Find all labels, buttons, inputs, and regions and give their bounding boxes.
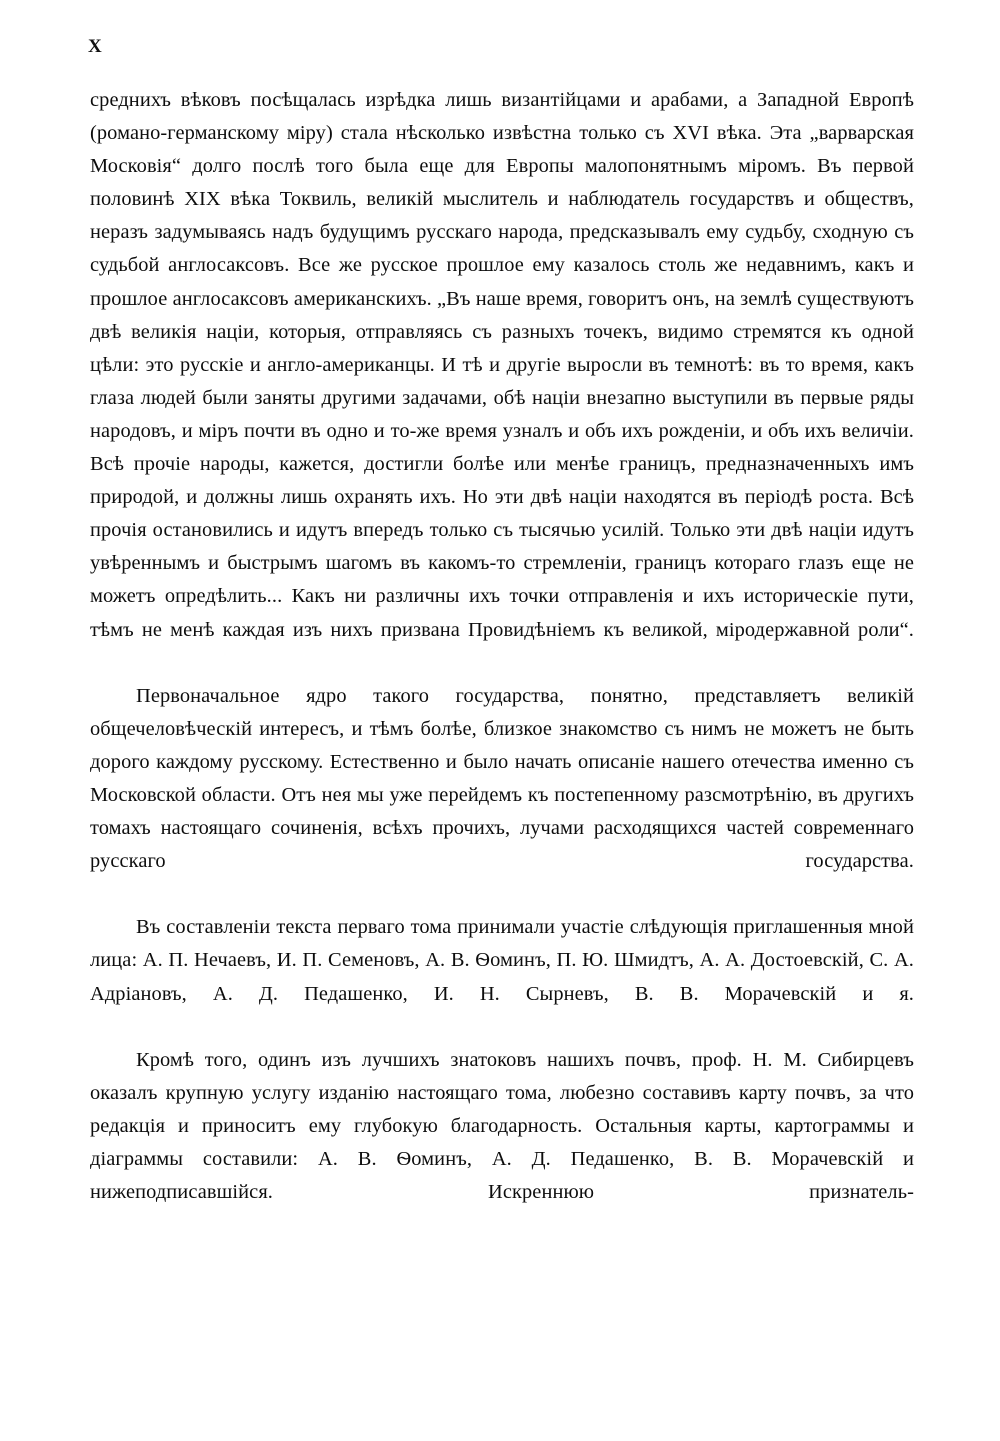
paragraph: Первоначальное ядро такого государства, понятно, представляетъ великій общечеловѣческій интересъ, и тѣмъ болѣе, близкое знакомство съ нимъ не можетъ не быть дорого каждому русскому. Естественно и было начать описаніе нашего отечества именно съ Московской области. Отъ нея мы уже перейдемъ къ постепенному разсмотрѣнію, въ другихъ томахъ настоящаго сочиненія, всѣхъ прочихъ, лучами расходящихся частей современнаго русскаго государства. (90, 684, 914, 873)
paragraph: Кромѣ того, одинъ изъ лучшихъ знатоковъ нашихъ почвъ, проф. Н. М. Сибирцевъ оказалъ крупную услугу изданію настоящаго тома, любезно составивъ карту почвъ, за что редакція и приноситъ ему глубокую благодарность. Остальныя карты, картограммы и діаграммы составили: А. В. Ѳоминъ, А. Д. Педашенко, В. В. Морачевскій и нижеподписавшійся. Искреннюю признатель- (90, 1048, 914, 1204)
paragraph: Въ составленіи текста перваго тома принимали участіе слѣдующія приглашенныя мной лица: А. П. Нечаевъ, И. П. Семеновъ, А. В. Ѳоминъ, П. Ю. Шмидтъ, А. А. Достоевскій, С. А. Адріановъ, А. Д. Педашенко, И. Н. Сырневъ, В. В. Морачевскій и я. (90, 916, 914, 1005)
paragraph: среднихъ вѣковъ посѣщалась изрѣдка лишь византійцами и арабами, а Западной Европѣ (романо-германскому міру) стала нѣсколько извѣстна только съ XVI вѣка. Эта „варварская Московія“ долго послѣ того была еще для Европы малопонятнымъ міромъ. Въ первой половинѣ XIX вѣка Токвиль, великій мыслитель и наблюдатель государствъ и обществъ, неразъ задумываясь надъ будущимъ русскаго народа, предсказывалъ ему судьбу, сходную съ судьбой англосаксовъ. Все же русское прошлое ему казалось столь же недавнимъ, какъ и прошлое англосаксовъ американскихъ. „Въ наше время, говоритъ онъ, на землѣ существуютъ двѣ великія націи, которыя, отправляясь съ разныхъ точекъ, видимо стремятся къ одной цѣли: это русскіе и англо-американцы. И тѣ и другіе выросли въ темнотѣ: въ то время, какъ глаза людей были заняты другими задачами, обѣ націи внезапно выступили въ первые ряды народовъ, и міръ почти въ одно и то-же время узналъ и объ ихъ рожденіи, и объ ихъ величіи. Всѣ прочіе народы, кажется, достигли болѣе или менѣе границъ, предназначенныхъ имъ природой, и должны лишь охранять ихъ. Но эти двѣ націи находятся въ періодѣ роста. Всѣ прочія остановились и идутъ впередъ только съ тысячью усилій. Только эти двѣ націи идутъ увѣреннымъ и быстрымъ шагомъ въ какомъ-то стремленіи, границъ котораго глазъ еще не можетъ опредѣлить... Какъ ни различны ихъ точки отправленія и ихъ историческіе пути, тѣмъ не менѣ каждая изъ нихъ призвана Провидѣніемъ къ великой, міродержавной роли“. (90, 89, 914, 641)
body-text (90, 84, 914, 1242)
page-number: X (88, 36, 103, 57)
